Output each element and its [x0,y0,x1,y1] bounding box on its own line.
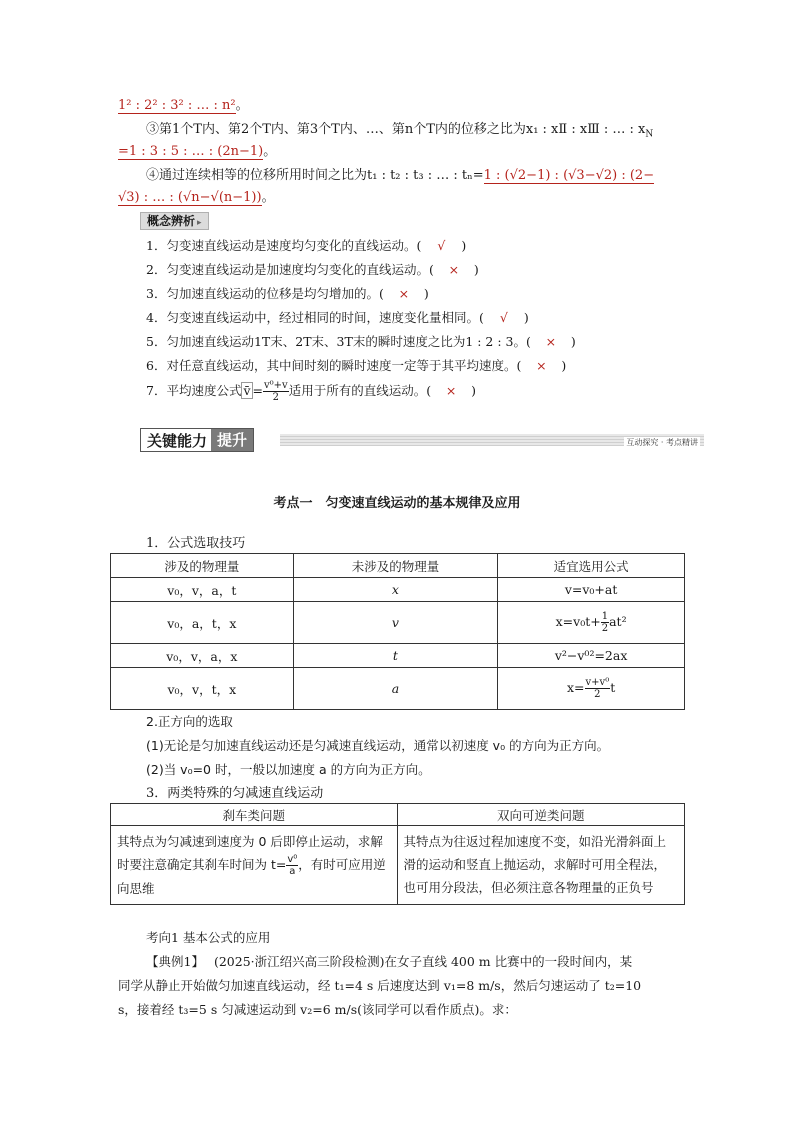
example-line-3: s，接着经 t₃=5 s 匀减速运动到 v₂=6 m/s(该同学可以看作质点)。求： [118,1002,517,1017]
table-row [111,668,685,710]
check-mark: √ [437,238,446,253]
table-row [111,644,685,668]
formula-part: x= [566,680,585,695]
period: 。 [235,98,249,113]
cell-braking [111,826,398,905]
numerator: 1 [601,611,609,622]
cell-formula [498,602,685,644]
cross-mark: × [445,383,457,398]
denominator: 2 [594,689,601,700]
concept-tag-label: 概念辨析 [147,214,196,228]
formula-part: t [610,680,616,695]
numerator: v+v⁰ [585,677,610,688]
section-3-heading: 3．两类特殊的匀减速直线运动 [146,786,324,801]
cross-mark: × [398,286,410,301]
banner-title: 关键能力 [147,431,208,450]
fraction [601,611,609,634]
tf-text: 6．对任意直线运动，其中间时刻的瞬时速度一定等于其平均速度。( [146,358,522,373]
ratio-item-3-sub: N [645,129,654,140]
var: a [391,681,400,696]
tf-item-6 [146,356,566,376]
cell-involved: v₀，v，a，x [111,644,294,668]
ratio-item-3 [146,120,653,145]
formula-selection-table [110,553,685,710]
example-line-1 [146,952,632,970]
section-2-line-1: (1)无论是匀加速直线运动还是匀减速直线运动，通常以初速度 v₀ 的方向为正方向。 [146,738,610,753]
numerator: v⁰+v [264,380,288,391]
concept-analysis-tag [140,212,209,230]
cell-text: 其特点为匀减速到速度为 0 后即停止运动，求解时要注意确定其刹车时间为 t= [117,834,383,872]
tf-item-1 [146,236,466,256]
average-velocity-symbol: v̄ [243,383,251,398]
cell-text: ，有时可应用逆向思维 [117,857,386,896]
equals: = [252,383,264,398]
special-deceleration-table [110,803,685,905]
tf-text: 4．匀变速直线运动中，经过相同的时间，速度变化量相同。( [146,310,484,325]
example-text: (2025·浙江绍兴高三阶段检测)在女子直线 400 m 比赛中的一段时间内，某 [213,954,633,969]
cell-missing [293,644,498,668]
formula-part: x=v₀t+ [555,614,601,629]
tf-item-2 [146,260,479,280]
paren: ) [461,238,467,253]
cross-mark: × [448,262,460,277]
paren: ) [473,262,479,277]
paren: ) [561,358,567,373]
ratio-item-3-answer: =1 : 3 : 5 : … : (2n−1) [118,144,264,159]
banner-title-box [140,428,254,452]
fraction [585,677,611,700]
cell-missing [293,602,498,644]
table-row [111,826,685,905]
tf-text: 适用于所有的直线运动。( [288,383,432,398]
paren: ) [423,286,429,301]
tf-item-5 [146,332,576,352]
ratio-item-3-answer-line [118,142,276,162]
section-2-heading: 2.正方向的选取 [146,714,233,729]
denominator: 2 [601,623,609,634]
paren: ) [523,310,529,325]
example-label: 【典例1】 [146,954,204,969]
numerator: v⁰ [287,854,298,865]
key-ability-banner [140,428,704,452]
banner-highlight: 提升 [211,429,253,451]
tf-text: 1．匀变速直线运动是速度均匀变化的直线运动。( [146,238,422,253]
tf-item-4 [146,308,529,328]
col-header: 适宜选用公式 [498,554,685,578]
fraction [286,854,298,877]
col-header: 刹车类问题 [111,804,398,826]
cell-missing [293,578,498,602]
tf-text: 5．匀加速直线运动1T末、2T末、3T末的瞬时速度之比为1 : 2 : 3。( [146,334,531,349]
section-2-line-2: (2)当 v₀=0 时，一般以加速度 a 的方向为正方向。 [146,762,431,777]
check-mark: √ [499,310,508,325]
denominator: 2 [272,392,280,403]
tf-text: 7．平均速度公式 [146,383,242,398]
cross-mark: × [536,358,547,373]
ratio-item-3-text: ③第1个T内、第2个T内、第3个T内、…、第n个T内的位移之比为x₁ : xⅡ : xⅢ : … : x [146,122,646,137]
cell-formula: v²−v⁰²=2ax [498,644,685,668]
tf-text: 3．匀加速直线运动的位移是均匀增加的。( [146,286,384,301]
col-header: 双向可逆类问题 [397,804,685,826]
table-row [111,578,685,602]
table-row [111,602,685,644]
cell-missing [293,668,498,710]
tf-text: 2．匀变速直线运动是加速度均匀变化的直线运动。( [146,262,434,277]
tf-item-7 [146,380,476,403]
cell-reversible: 其特点为往返过程加速度不变，如沿光滑斜面上滑的运动和竖直上抛运动，求解时可用全程法，也可用分段法，但必须注意各物理量的正负号 [397,826,685,905]
topic-title: 考点一 匀变速直线运动的基本规律及应用 [273,496,521,511]
cross-mark: × [545,334,557,349]
var: v [391,615,399,630]
paren: ) [570,334,576,349]
table-header-row [111,554,685,578]
ratio-item-4-text: ④通过连续相等的位移所用时间之比为t₁ : t₂ : t₃ : … : tₙ= [146,168,484,183]
cell-involved: v₀，v，t，x [111,668,294,710]
period: 。 [263,144,277,159]
ratio-item-4-answer-line [118,188,275,208]
ratio-item-4-answer-b: √3) : … : (√n−√(n−1)) [118,190,262,205]
cell-formula [498,668,685,710]
formula-part: at² [609,614,627,629]
banner-subtitle: 互动探究 · 考点精讲 [626,438,698,447]
col-header: 未涉及的物理量 [293,554,498,578]
cell-involved: v₀，v，a，t [111,578,294,602]
cell-involved: v₀，a，t，x [111,602,294,644]
ratio-line-1 [118,96,249,116]
ratio-item-4-answer-a: 1 : (√2−1) : (√3−√2) : (2− [483,168,655,183]
col-header: 涉及的物理量 [111,554,294,578]
fraction [263,380,289,403]
tf-item-3 [146,284,429,304]
section-1-heading: 1．公式选取技巧 [146,536,246,551]
denominator: a [289,866,296,877]
cell-formula: v=v₀+at [498,578,685,602]
example-line-2: 同学从静止开始做匀加速直线运动，经 t₁=4 s 后速度达到 v₁=8 m/s，然后匀速运动了 t₂=10 [118,978,642,993]
ratio-item-4 [146,166,654,186]
var: x [391,582,399,597]
direction-heading: 考向1 基本公式的应用 [146,930,271,945]
var: t [392,648,398,663]
triangle-icon: ▸ [197,218,202,228]
table-header-row [111,804,685,826]
period: 。 [261,190,275,205]
paren: ) [471,383,476,398]
ratio-answer-1: 1² : 2² : 3² : … : n² [118,98,236,113]
